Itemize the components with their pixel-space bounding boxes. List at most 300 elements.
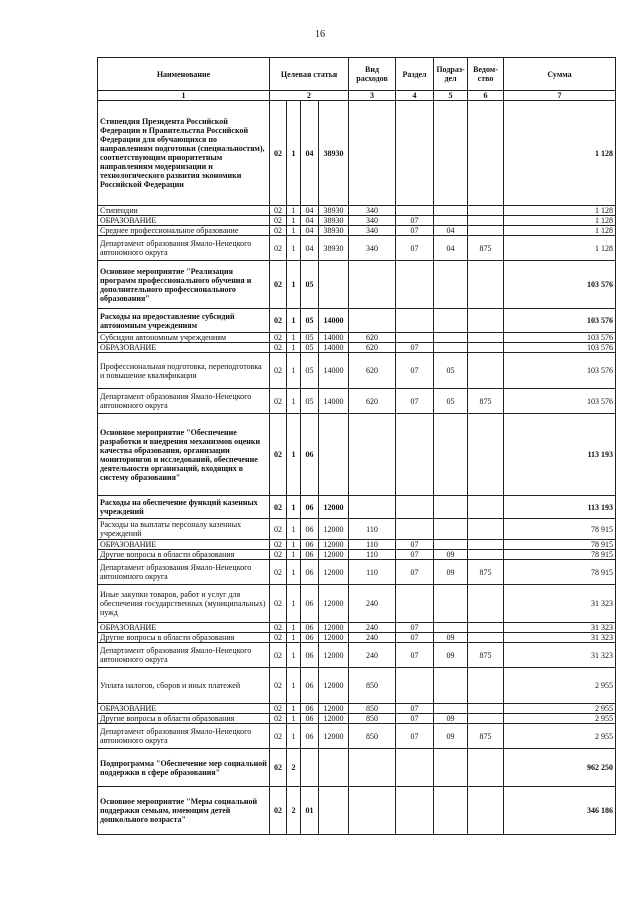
cell-sum: 31 323 — [504, 585, 616, 623]
cell-department — [468, 414, 504, 496]
cell-exp-type: 620 — [349, 343, 396, 353]
cell-subprogram: 1 — [287, 519, 301, 540]
cell-department — [468, 261, 504, 309]
cell-activity: 04 — [301, 206, 319, 216]
cell-name: ОБРАЗОВАНИЕ — [98, 623, 270, 633]
cell-direction: 14000 — [319, 389, 349, 414]
cell-activity: 06 — [301, 714, 319, 724]
cell-subsection — [434, 704, 468, 714]
cell-section — [396, 414, 434, 496]
cell-subprogram: 1 — [287, 389, 301, 414]
cell-subsection — [434, 496, 468, 519]
table-row — [98, 206, 616, 216]
header-exp-type: Вид расходов — [349, 58, 396, 91]
cell-sum: 2 955 — [504, 704, 616, 714]
budget-table — [97, 57, 616, 835]
cell-activity: 06 — [301, 585, 319, 623]
table-row — [98, 550, 616, 560]
cell-activity: 06 — [301, 414, 319, 496]
cell-subprogram: 1 — [287, 714, 301, 724]
cell-name: Департамент образования Ямало-Ненецкого автономного округа — [98, 389, 270, 414]
cell-program: 02 — [270, 633, 287, 643]
cell-name: Профессиональная подготовка, переподготовка и повышение квалификации — [98, 353, 270, 389]
cell-subsection: 05 — [434, 353, 468, 389]
header-subsection: Подраз-дел — [434, 58, 468, 91]
table-row — [98, 101, 616, 206]
cell-direction: 12000 — [319, 519, 349, 540]
cell-name: Другие вопросы в области образования — [98, 550, 270, 560]
cell-program: 02 — [270, 540, 287, 550]
cell-department — [468, 714, 504, 724]
cell-section: 07 — [396, 560, 434, 585]
cell-sum: 1 128 — [504, 226, 616, 236]
cell-exp-type — [349, 496, 396, 519]
cell-subprogram: 2 — [287, 787, 301, 835]
cell-exp-type: 240 — [349, 585, 396, 623]
cell-program: 02 — [270, 668, 287, 704]
cell-section — [396, 333, 434, 343]
cell-direction: 12000 — [319, 643, 349, 668]
cell-department — [468, 633, 504, 643]
cell-section — [396, 496, 434, 519]
cell-section — [396, 206, 434, 216]
cell-activity: 01 — [301, 787, 319, 835]
cell-activity: 05 — [301, 343, 319, 353]
table-row — [98, 623, 616, 633]
cell-sum: 103 576 — [504, 261, 616, 309]
column-number: 2 — [270, 91, 349, 101]
cell-activity: 04 — [301, 101, 319, 206]
cell-direction: 12000 — [319, 540, 349, 550]
cell-section: 07 — [396, 353, 434, 389]
cell-section: 07 — [396, 389, 434, 414]
table-row — [98, 724, 616, 749]
cell-direction: 12000 — [319, 560, 349, 585]
cell-exp-type: 110 — [349, 519, 396, 540]
cell-exp-type: 340 — [349, 226, 396, 236]
cell-sum: 1 128 — [504, 206, 616, 216]
column-number: 5 — [434, 91, 468, 101]
cell-section — [396, 261, 434, 309]
header-section: Раздел — [396, 58, 434, 91]
cell-section — [396, 101, 434, 206]
cell-subprogram: 1 — [287, 261, 301, 309]
cell-activity: 05 — [301, 261, 319, 309]
cell-name: Расходы на предоставление субсидий автономным учреждениям — [98, 309, 270, 333]
cell-sum: 31 323 — [504, 633, 616, 643]
table-row — [98, 585, 616, 623]
cell-subprogram: 1 — [287, 414, 301, 496]
cell-department — [468, 550, 504, 560]
cell-direction: 14000 — [319, 333, 349, 343]
table-row — [98, 389, 616, 414]
cell-department — [468, 226, 504, 236]
cell-subsection — [434, 540, 468, 550]
table-row — [98, 343, 616, 353]
cell-sum: 962 250 — [504, 749, 616, 787]
cell-department — [468, 668, 504, 704]
cell-program: 02 — [270, 550, 287, 560]
cell-section — [396, 519, 434, 540]
cell-activity: 06 — [301, 496, 319, 519]
table-row — [98, 226, 616, 236]
table-row — [98, 560, 616, 585]
cell-program: 02 — [270, 714, 287, 724]
cell-subprogram: 1 — [287, 560, 301, 585]
cell-name: ОБРАЗОВАНИЕ — [98, 540, 270, 550]
cell-subprogram: 1 — [287, 216, 301, 226]
cell-sum: 78 915 — [504, 519, 616, 540]
table-row — [98, 540, 616, 550]
cell-department: 875 — [468, 560, 504, 585]
cell-subsection — [434, 309, 468, 333]
cell-program: 02 — [270, 414, 287, 496]
cell-name: Департамент образования Ямало-Ненецкого автономного округа — [98, 643, 270, 668]
cell-section: 07 — [396, 623, 434, 633]
header-row — [98, 58, 616, 91]
cell-direction: 14000 — [319, 353, 349, 389]
cell-subsection — [434, 101, 468, 206]
cell-activity: 06 — [301, 633, 319, 643]
cell-sum: 346 186 — [504, 787, 616, 835]
cell-direction: 12000 — [319, 668, 349, 704]
cell-exp-type: 110 — [349, 550, 396, 560]
cell-activity: 06 — [301, 643, 319, 668]
cell-activity: 04 — [301, 226, 319, 236]
cell-name: Другие вопросы в области образования — [98, 714, 270, 724]
cell-sum: 1 128 — [504, 101, 616, 206]
cell-direction: 38930 — [319, 101, 349, 206]
cell-name: Департамент образования Ямало-Ненецкого автономного округа — [98, 560, 270, 585]
cell-department — [468, 749, 504, 787]
column-number: 3 — [349, 91, 396, 101]
cell-program: 02 — [270, 560, 287, 585]
cell-name: Субсидии автономным учреждениям — [98, 333, 270, 343]
cell-section: 07 — [396, 343, 434, 353]
cell-subprogram: 1 — [287, 101, 301, 206]
cell-name: Стипендии — [98, 206, 270, 216]
cell-name: Расходы на выплаты персоналу казенных учреждений — [98, 519, 270, 540]
page-number: 16 — [315, 29, 325, 40]
cell-program: 02 — [270, 236, 287, 261]
cell-exp-type: 340 — [349, 236, 396, 261]
cell-sum: 103 576 — [504, 309, 616, 333]
cell-direction — [319, 787, 349, 835]
cell-section: 07 — [396, 724, 434, 749]
cell-activity: 05 — [301, 333, 319, 343]
cell-direction: 12000 — [319, 714, 349, 724]
cell-name: ОБРАЗОВАНИЕ — [98, 704, 270, 714]
cell-section: 07 — [396, 550, 434, 560]
cell-subsection — [434, 333, 468, 343]
cell-section: 07 — [396, 216, 434, 226]
cell-section — [396, 749, 434, 787]
cell-activity: 05 — [301, 353, 319, 389]
cell-section — [396, 309, 434, 333]
cell-exp-type: 240 — [349, 643, 396, 668]
cell-activity: 06 — [301, 724, 319, 749]
cell-subsection — [434, 519, 468, 540]
cell-sum: 103 576 — [504, 343, 616, 353]
cell-program: 02 — [270, 749, 287, 787]
cell-exp-type — [349, 787, 396, 835]
cell-subprogram: 1 — [287, 668, 301, 704]
cell-activity: 05 — [301, 309, 319, 333]
cell-subprogram: 1 — [287, 236, 301, 261]
cell-sum: 103 576 — [504, 353, 616, 389]
cell-program: 02 — [270, 101, 287, 206]
cell-activity — [301, 749, 319, 787]
table-row — [98, 333, 616, 343]
table-row — [98, 668, 616, 704]
table-row — [98, 353, 616, 389]
cell-name: Подпрограмма "Обеспечение мер социальной поддержки в сфере образования" — [98, 749, 270, 787]
cell-subprogram: 1 — [287, 309, 301, 333]
cell-exp-type — [349, 309, 396, 333]
table-row — [98, 633, 616, 643]
cell-subsection — [434, 585, 468, 623]
cell-sum: 103 576 — [504, 333, 616, 343]
cell-name: ОБРАЗОВАНИЕ — [98, 343, 270, 353]
column-number: 6 — [468, 91, 504, 101]
cell-department: 875 — [468, 389, 504, 414]
cell-sum: 31 323 — [504, 643, 616, 668]
table-row — [98, 519, 616, 540]
cell-department — [468, 496, 504, 519]
cell-department: 875 — [468, 643, 504, 668]
cell-activity: 04 — [301, 216, 319, 226]
cell-direction: 14000 — [319, 343, 349, 353]
cell-department — [468, 333, 504, 343]
cell-subprogram: 1 — [287, 643, 301, 668]
cell-exp-type — [349, 414, 396, 496]
cell-exp-type: 850 — [349, 724, 396, 749]
cell-subsection — [434, 206, 468, 216]
cell-section: 07 — [396, 540, 434, 550]
cell-department — [468, 623, 504, 633]
cell-name: Уплата налогов, сборов и иных платежей — [98, 668, 270, 704]
cell-sum: 103 576 — [504, 389, 616, 414]
cell-exp-type — [349, 261, 396, 309]
cell-sum: 78 915 — [504, 560, 616, 585]
cell-direction: 12000 — [319, 724, 349, 749]
cell-subsection — [434, 787, 468, 835]
cell-section: 07 — [396, 643, 434, 668]
cell-exp-type: 850 — [349, 714, 396, 724]
cell-program: 02 — [270, 704, 287, 714]
cell-name: Стипендия Президента Российской Федерации и Правительства Российской Федерации для обучающихся по направлениям подготовки (специальностям), соответствующим приоритетным направлениям модернизации и технологического развития экономики Российской Федерации — [98, 101, 270, 206]
cell-program: 02 — [270, 724, 287, 749]
cell-activity: 06 — [301, 540, 319, 550]
cell-activity: 06 — [301, 550, 319, 560]
cell-direction: 12000 — [319, 550, 349, 560]
cell-program: 02 — [270, 519, 287, 540]
cell-exp-type: 240 — [349, 633, 396, 643]
table-row — [98, 787, 616, 835]
cell-direction: 14000 — [319, 309, 349, 333]
cell-activity: 06 — [301, 560, 319, 585]
cell-subsection — [434, 343, 468, 353]
cell-program: 02 — [270, 643, 287, 668]
cell-direction: 12000 — [319, 623, 349, 633]
cell-exp-type: 110 — [349, 540, 396, 550]
cell-program: 02 — [270, 333, 287, 343]
cell-section: 07 — [396, 633, 434, 643]
header-sum: Сумма — [504, 58, 616, 91]
cell-direction: 38930 — [319, 226, 349, 236]
cell-subsection: 04 — [434, 226, 468, 236]
cell-sum: 2 955 — [504, 668, 616, 704]
column-number: 4 — [396, 91, 434, 101]
cell-section: 07 — [396, 226, 434, 236]
cell-section — [396, 668, 434, 704]
cell-subprogram: 1 — [287, 353, 301, 389]
cell-name: Департамент образования Ямало-Ненецкого автономного округа — [98, 236, 270, 261]
cell-program: 02 — [270, 216, 287, 226]
cell-section — [396, 585, 434, 623]
cell-department — [468, 206, 504, 216]
cell-name: ОБРАЗОВАНИЕ — [98, 216, 270, 226]
cell-activity: 06 — [301, 623, 319, 633]
cell-sum: 1 128 — [504, 236, 616, 261]
table-body — [98, 101, 616, 835]
cell-exp-type: 240 — [349, 623, 396, 633]
cell-department: 875 — [468, 236, 504, 261]
cell-subsection: 05 — [434, 389, 468, 414]
cell-subprogram: 2 — [287, 749, 301, 787]
column-number-row — [98, 91, 616, 101]
cell-subprogram: 1 — [287, 704, 301, 714]
cell-section: 07 — [396, 704, 434, 714]
cell-subprogram: 1 — [287, 496, 301, 519]
cell-exp-type: 620 — [349, 353, 396, 389]
cell-name: Другие вопросы в области образования — [98, 633, 270, 643]
table-row — [98, 261, 616, 309]
cell-name: Департамент образования Ямало-Ненецкого автономного округа — [98, 724, 270, 749]
cell-sum: 113 193 — [504, 414, 616, 496]
cell-subprogram: 1 — [287, 226, 301, 236]
cell-sum: 31 323 — [504, 623, 616, 633]
cell-sum: 2 955 — [504, 714, 616, 724]
cell-section — [396, 787, 434, 835]
cell-exp-type: 340 — [349, 206, 396, 216]
cell-subsection: 09 — [434, 714, 468, 724]
cell-activity: 06 — [301, 704, 319, 714]
cell-department — [468, 309, 504, 333]
cell-subprogram: 1 — [287, 540, 301, 550]
cell-direction: 12000 — [319, 496, 349, 519]
cell-program: 02 — [270, 496, 287, 519]
table-row — [98, 216, 616, 226]
column-number: 7 — [504, 91, 616, 101]
cell-exp-type: 850 — [349, 704, 396, 714]
cell-program: 02 — [270, 206, 287, 216]
cell-subprogram: 1 — [287, 343, 301, 353]
cell-subsection — [434, 749, 468, 787]
cell-direction: 12000 — [319, 633, 349, 643]
cell-name: Среднее профессиональное образование — [98, 226, 270, 236]
cell-section: 07 — [396, 714, 434, 724]
cell-program: 02 — [270, 309, 287, 333]
cell-name: Основное мероприятие "Меры социальной поддержки семьям, имеющим детей дошкольного возраста" — [98, 787, 270, 835]
cell-direction — [319, 261, 349, 309]
header-department: Ведом-ство — [468, 58, 504, 91]
cell-subsection: 09 — [434, 724, 468, 749]
cell-subprogram: 1 — [287, 623, 301, 633]
cell-direction — [319, 414, 349, 496]
cell-subsection — [434, 668, 468, 704]
cell-direction: 12000 — [319, 704, 349, 714]
cell-department — [468, 216, 504, 226]
cell-program: 02 — [270, 389, 287, 414]
cell-department — [468, 343, 504, 353]
cell-activity: 06 — [301, 519, 319, 540]
cell-exp-type: 620 — [349, 333, 396, 343]
cell-subsection — [434, 623, 468, 633]
cell-program: 02 — [270, 226, 287, 236]
cell-department — [468, 787, 504, 835]
table-row — [98, 643, 616, 668]
header-name: Наименование — [98, 58, 270, 91]
cell-exp-type — [349, 101, 396, 206]
column-number: 1 — [98, 91, 270, 101]
table-row — [98, 414, 616, 496]
cell-subprogram: 1 — [287, 633, 301, 643]
cell-direction: 12000 — [319, 585, 349, 623]
cell-department — [468, 704, 504, 714]
cell-program: 02 — [270, 623, 287, 633]
cell-exp-type: 340 — [349, 216, 396, 226]
table-row — [98, 714, 616, 724]
cell-subprogram: 1 — [287, 206, 301, 216]
cell-direction: 38930 — [319, 216, 349, 226]
table-row — [98, 309, 616, 333]
cell-program: 02 — [270, 353, 287, 389]
cell-program: 02 — [270, 787, 287, 835]
table-row — [98, 236, 616, 261]
cell-name: Основное мероприятие "Обеспечение разработки и внедрения механизмов оценки качества образования, организации мониторингов и исследований, обеспечение деятельности организаций, входящих в систему образования" — [98, 414, 270, 496]
cell-sum: 78 915 — [504, 550, 616, 560]
cell-name: Основное мероприятие "Реализация программ профессионального обучения и дополнительного профессионального образования" — [98, 261, 270, 309]
table-row — [98, 749, 616, 787]
cell-sum: 113 193 — [504, 496, 616, 519]
cell-subsection: 09 — [434, 560, 468, 585]
cell-subprogram: 1 — [287, 585, 301, 623]
cell-subsection — [434, 414, 468, 496]
header-target: Целевая статья — [270, 58, 349, 91]
cell-subprogram: 1 — [287, 724, 301, 749]
cell-direction: 38930 — [319, 206, 349, 216]
cell-department — [468, 519, 504, 540]
cell-sum: 78 915 — [504, 540, 616, 550]
cell-subprogram: 1 — [287, 550, 301, 560]
cell-subsection — [434, 261, 468, 309]
cell-direction — [319, 749, 349, 787]
cell-sum: 1 128 — [504, 216, 616, 226]
cell-activity: 04 — [301, 236, 319, 261]
cell-subsection: 09 — [434, 550, 468, 560]
cell-subprogram: 1 — [287, 333, 301, 343]
cell-activity: 05 — [301, 389, 319, 414]
table-row — [98, 704, 616, 714]
cell-subsection — [434, 216, 468, 226]
cell-exp-type: 110 — [349, 560, 396, 585]
cell-section: 07 — [396, 236, 434, 261]
table-row — [98, 496, 616, 519]
cell-subsection: 09 — [434, 643, 468, 668]
cell-direction: 38930 — [319, 236, 349, 261]
cell-exp-type: 620 — [349, 389, 396, 414]
